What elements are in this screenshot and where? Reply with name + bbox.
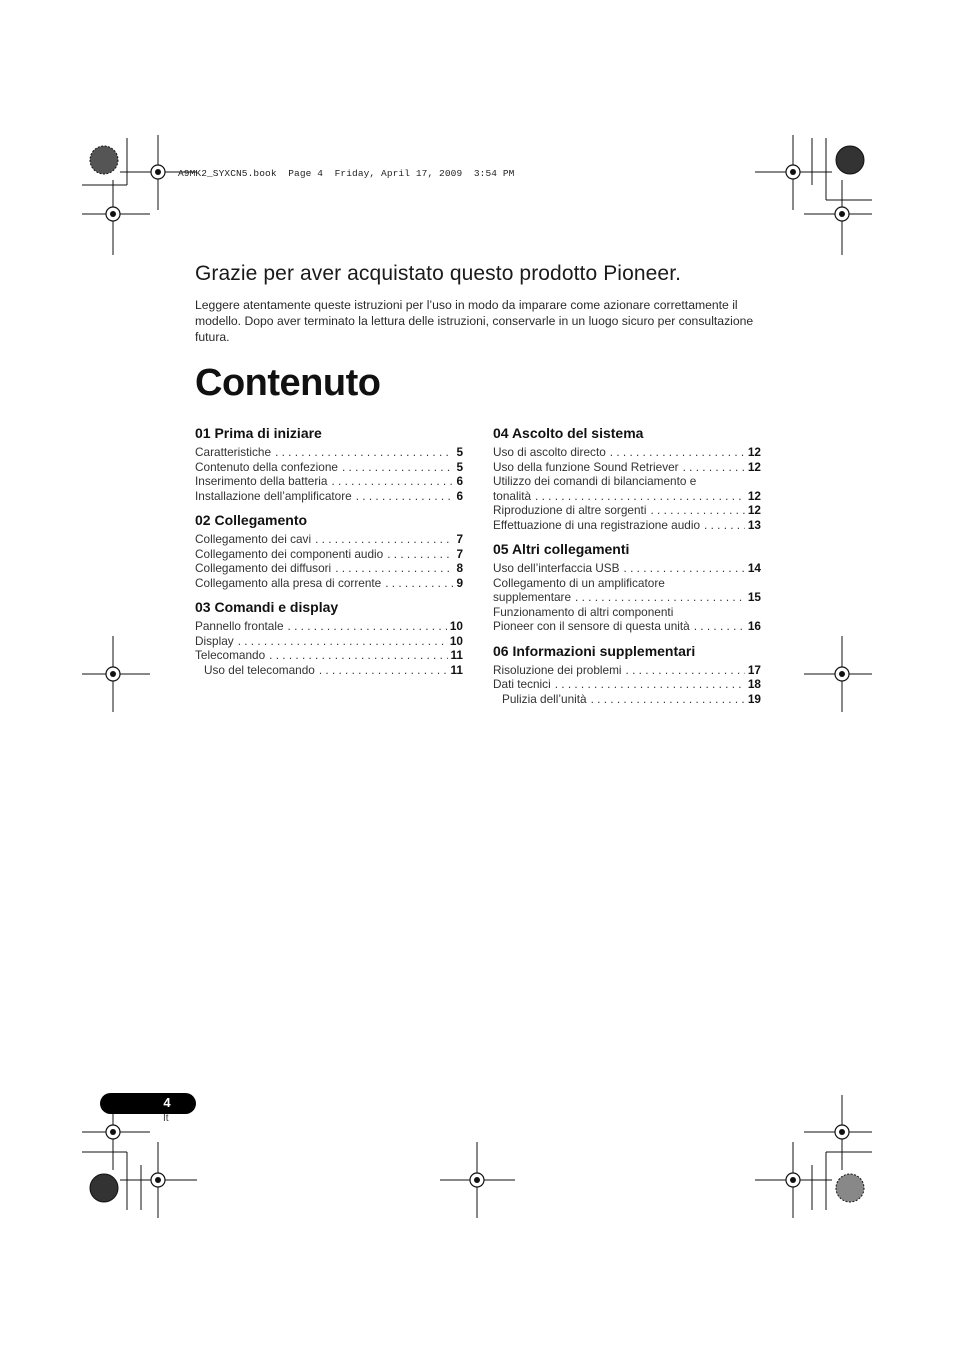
toc-entry-page: 16 [747, 619, 761, 633]
toc-entry-label: Uso dell’interfaccia USB [493, 561, 620, 575]
toc-entry-page: 10 [449, 619, 463, 633]
toc-leader-dots [555, 677, 745, 692]
toc-leader-dots [626, 663, 745, 678]
toc-entry-page: 15 [747, 590, 761, 604]
toc-entry-page: 13 [747, 517, 761, 532]
toc-leader-dots [238, 634, 447, 649]
toc-leader-dots [315, 532, 453, 547]
toc-leader-dots [269, 648, 447, 663]
toc-entry-label: Installazione dell’amplificatore [195, 488, 352, 503]
toc-entry[interactable] [195, 460, 463, 475]
toc-entry[interactable] [493, 677, 761, 692]
toc-section-heading: 05 Altri collegamenti [493, 541, 630, 557]
toc-entry-page: 12 [747, 459, 761, 474]
toc-section [195, 424, 463, 503]
toc-leader-dots [575, 590, 745, 605]
toc-section-heading: 06 Informazioni supplementari [493, 642, 696, 659]
toc-entry-label: Contenuto della confezione [195, 459, 338, 474]
toc-entry-page: 12 [747, 488, 761, 503]
toc-entry-label: Collegamento di un amplificatore [493, 575, 665, 590]
toc-entry-page: 14 [747, 561, 761, 575]
toc-entry-label: supplementare [493, 590, 572, 604]
toc-entry-page: 17 [747, 662, 761, 677]
toc-entry-label: Display [195, 633, 234, 648]
toc-entry[interactable] [195, 576, 463, 591]
toc-entry[interactable] [195, 619, 463, 634]
toc-entry-page: 9 [456, 575, 463, 590]
toc-entry[interactable] [493, 576, 761, 591]
toc-leader-dots [694, 619, 745, 634]
toc-leader-dots [683, 460, 745, 475]
print-header: A9MK2_SYXCN5.book Page 4 Friday, April 17, 2009 3:54 PM [178, 168, 515, 179]
toc-entry[interactable] [493, 445, 761, 460]
toc-section [195, 598, 463, 677]
toc-entry[interactable] [493, 489, 761, 504]
toc-entry-page: 12 [747, 445, 761, 459]
toc-entry[interactable] [493, 503, 761, 518]
toc-entry-label: Pioneer con il sensore di questa unità [493, 619, 690, 633]
toc-entry-label: Uso di ascolto directo [493, 445, 606, 459]
toc-entry-label: Dati tecnici [493, 677, 551, 691]
toc-entry-label: Riproduzione di altre sorgenti [493, 503, 647, 517]
toc-entry-page: 11 [450, 648, 463, 662]
toc-entry-label: Uso del telecomando [204, 662, 315, 677]
toc-entry-page: 19 [747, 691, 761, 706]
toc-entry[interactable] [195, 547, 463, 562]
toc-entry-page: 7 [456, 546, 463, 561]
toc-entry-label: Collegamento alla presa di corrente [195, 575, 382, 590]
toc-section [493, 540, 761, 634]
toc-entry[interactable] [195, 445, 463, 460]
toc-entry-label: Utilizzo dei comandi di bilanciamento e [493, 474, 697, 488]
toc-entry[interactable] [195, 474, 463, 489]
toc-entry[interactable] [493, 561, 761, 576]
toc-entry-label: Collegamento dei diffusori [195, 561, 332, 575]
toc-entry-label: Effettuazione di una registrazione audio [493, 517, 701, 532]
toc-section-heading: 03 Comandi e display [195, 599, 339, 615]
toc-entry[interactable] [195, 648, 463, 663]
page-number: 4 [163, 1095, 171, 1110]
toc-column-left [195, 424, 463, 685]
language-code: It [163, 1113, 169, 1124]
toc-entry[interactable] [195, 663, 463, 678]
toc-entry[interactable] [195, 489, 463, 504]
toc-entry-label: Collegamento dei componenti audio [195, 546, 384, 561]
toc-column-right [493, 424, 761, 714]
toc-leader-dots [591, 692, 745, 707]
toc-leader-dots [610, 445, 745, 460]
toc-section [195, 511, 463, 590]
toc-entry[interactable] [195, 532, 463, 547]
toc-entry-page: 6 [456, 474, 463, 488]
toc-entry[interactable] [493, 460, 761, 475]
toc-entry[interactable] [195, 561, 463, 576]
toc-entry-label: Pannello frontale [195, 619, 284, 633]
toc-leader-dots [331, 474, 453, 489]
toc-entry[interactable] [493, 518, 761, 533]
toc-leader-dots [650, 503, 744, 518]
toc-entry[interactable] [493, 605, 761, 620]
toc-leader-dots [387, 547, 453, 562]
toc-entry-page: 6 [456, 488, 463, 503]
toc-leader-dots [385, 576, 453, 591]
toc-entry-page: 7 [456, 532, 463, 546]
toc-entry-page: 8 [456, 561, 463, 575]
toc-entry[interactable] [493, 692, 761, 707]
intro-title: Grazie per aver acquistato questo prodotto Pioneer. [195, 262, 682, 285]
toc-section [493, 642, 761, 707]
toc-entry-label: Inserimento della batteria [195, 474, 328, 488]
page-title: Contenuto [195, 362, 381, 404]
toc-entry[interactable] [493, 619, 761, 634]
toc-leader-dots [319, 663, 448, 678]
toc-entry-page: 12 [747, 503, 761, 517]
toc-entry-label: Telecomando [195, 648, 266, 662]
toc-entry-page: 5 [456, 459, 463, 474]
toc-entry-page: 11 [450, 662, 463, 677]
toc-leader-dots [624, 561, 745, 576]
toc-entry-label: tonalità [493, 488, 532, 503]
toc-leader-dots [275, 445, 453, 460]
toc-leader-dots [356, 489, 454, 504]
toc-entry[interactable] [493, 590, 761, 605]
toc-section-heading: 01 Prima di iniziare [195, 425, 322, 441]
toc-leader-dots [535, 489, 745, 504]
toc-entry-label: Caratteristiche [195, 445, 272, 459]
toc-entry-label: Pulizia dell’unità [502, 691, 587, 706]
toc-leader-dots [342, 460, 453, 475]
toc-entry[interactable] [493, 474, 761, 489]
toc-entry-label: Funzionamento di altri componenti [493, 604, 674, 619]
toc-entry-label: Risoluzione dei problemi [493, 662, 622, 677]
toc-leader-dots [335, 561, 453, 576]
toc-entry-label: Collegamento dei cavi [195, 532, 312, 546]
toc-entry-page: 18 [747, 677, 761, 691]
toc-entry-page: 10 [449, 633, 463, 648]
toc-section-heading: 02 Collegamento [195, 512, 308, 528]
toc-section-heading: 04 Ascolto del sistema [493, 425, 644, 441]
toc-leader-dots [704, 518, 745, 533]
toc-leader-dots [288, 619, 447, 634]
toc-entry[interactable] [195, 634, 463, 649]
toc-entry-label: Uso della funzione Sound Retriever [493, 459, 679, 474]
toc-entry-page: 5 [456, 445, 463, 459]
toc-entry[interactable] [493, 663, 761, 678]
toc-section [493, 424, 761, 532]
intro-text: Leggere atentamente queste istruzioni per l’uso in modo da imparare come azionare correttamente il modello. Dopo aver terminato la lettura delle istruzioni, conservarle in un luogo sicuro per consultazione futura. [195, 298, 754, 344]
